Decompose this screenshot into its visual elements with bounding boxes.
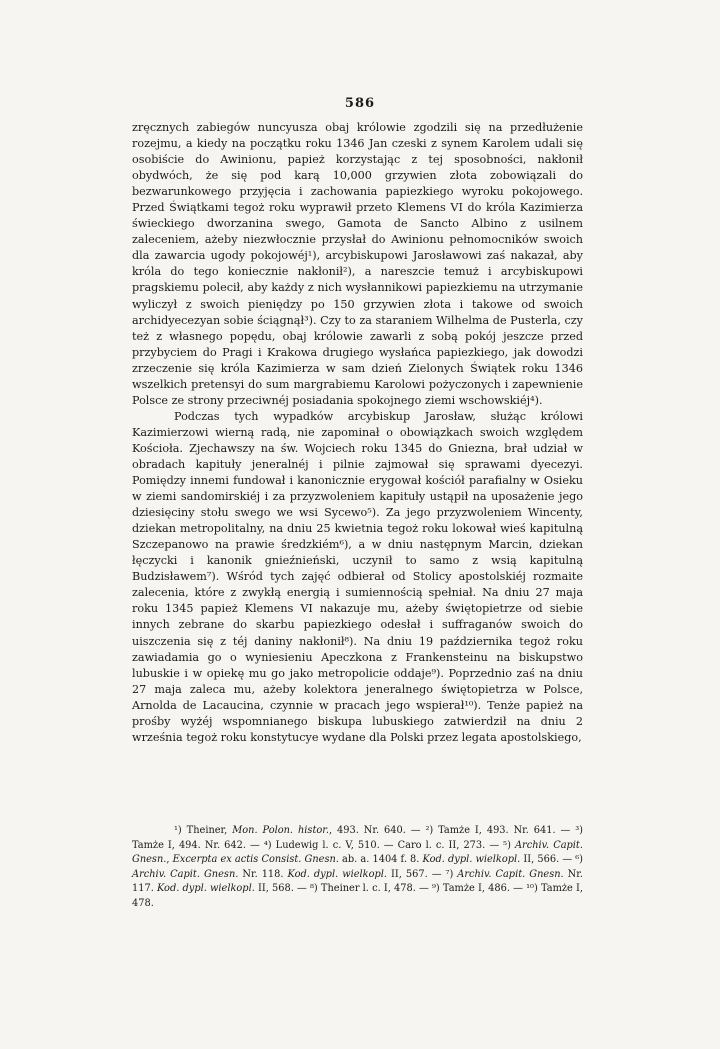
main-text xyxy=(132,120,583,746)
footnotes xyxy=(132,824,583,912)
paragraph-2: Podczas tych wypadków arcybiskup Jarosław, służąc królowi Kazimierzowi wierną radą, nie zapominał o obowiązkach swoich względem Kościoła. Zjechawszy na św. Wojciech roku 1345 do Gniezna, brał udział w obradach kapituły jeneralnéj i pilnie zajmował się sprawami dyecezyi. Pomiędzy innemi fundował i kanonicznie erygował kościół parafialny w Osieku w ziemi sandomirskiéj i za przyzwoleniem kapituły ustąpił na uposażenie jego dziesięciny stołu swego we wsi Sycewo⁵). Za jego przyzwoleniem Wincenty, dziekan metropolitalny, na dniu 25 kwietnia tegoż roku lokował wieś kapitulną Szczepanowo na prawie średzkiém⁶), a w dniu następnym Marcin, dziekan łęczycki i kanonik gnieźnieński, uczynił to samo z wsią kapitulną Budzisławem⁷). Wśród tych zajęć odbierał od Stolicy apostolskiéj rozmaite zalecenia, które z zwykłą energią i sumiennością spełniał. Na dniu 27 maja roku 1345 papież Klemens VI nakazuje mu, ażeby świętopietrze od siebie innych zebrane do skarbu papiezkiego odesłał i suffraganów swoich do uiszczenia się z téj daniny nakłonił⁸). Na dniu 19 października tegoż roku zawiadamia go o wyniesieniu Apeczkona z Frankensteinu na biskupstwo lubuskie i w opiekę mu go jako metropolicie oddaje⁹). Poprzednio zaś na dniu 27 maja zaleca mu, ażeby kolektora jeneralnego świętopietrza w Polsce, Arnolda de Lacaucina, czynnie w pracach jego wspierał¹⁰). Tenże papież na prośby wyżéj wspomnianego biskupa lubuskiego zatwierdził na dniu 2 września tegoż roku konstytucye wydane dla Polski przez legata apostolskiego, xyxy=(132,409,583,744)
paragraph-1: zręcznych zabiegów nuncyusza obaj królowie zgodzili się na przedłużenie rozejmu, a kiedy na początku roku 1346 Jan czeski z synem Karolem udali się osobiście do Awinionu, papież korzystając z tej sposobności, nakłonił obydwóch, że się pod karą 10,000 grzywien złota zobowiązali do bezwarunkowego przyjęcia i zachowania papiezkiego wyroku pokojowego. Przed Świątkami tegoż roku wyprawił przeto Klemens VI do króla Kazimierza świeckiego dworzanina swego, Gamota de Sancto Albino z usilnem zaleceniem, ażeby niezwłocznie przysłał do Awinionu pełnomocników swoich dla zawarcia ugody pokojowéj¹), arcybiskupowi Jarosławowi zaś nakazał, aby króla do tego koniecznie nakłonił²), a nareszcie temuż i arcybiskupowi pragskiemu polecił, aby każdy z nich wysłannikowi papiezkiemu na utrzymanie wyliczył z swoich pieniędzy po 150 grzywien złota i takowe od swoich archidyecezyan sobie ściągnął³). Czy to za staraniem Wilhelma de Pusterla, czy też z własnego popędu, obaj królowie zawarli z sobą pokój jeszcze przed przybyciem do Pragi i Krakowa drugiego wysłańca papiezkiego, jak dowodzi zrzeczenie się króla Kazimierza w sam dzień Zielonych Świątek roku 1346 wszelkich pretensyi do sum margrabiemu Karolowi pożyczonych i zapewnienie Polsce ze strony przeciwnéj posiadania spokojnego ziemi wschowskiéj⁴). xyxy=(132,121,583,407)
footnote-block: ¹) Theiner, Mon. Polon. histor., 493. Nr. 640. — ²) Tamże I, 493. Nr. 641. — ³) Tamże I, 494. Nr. 642. — ⁴) Ludewig l. c. V, 510. — Caro l. c. II, 273. — ⁵) Archiv. Capit. Gnesn., Excerpta ex actis Consist. Gnesn. ab. a. 1404 f. 8. Kod. dypl. wielkopl. II, 566. — ⁶) Archiv. Capit. Gnesn. Nr. 118. Kod. dypl. wielkopl. II, 567. — ⁷) Archiv. Capit. Gnesn. Nr. 117. Kod. dypl. wielkopl. II, 568. — ⁸) Theiner l. c. I, 478. — ⁹) Tamże I, 486. — ¹⁰) Tamże I, 478. xyxy=(132,825,584,909)
page-number: 586 xyxy=(344,96,376,111)
